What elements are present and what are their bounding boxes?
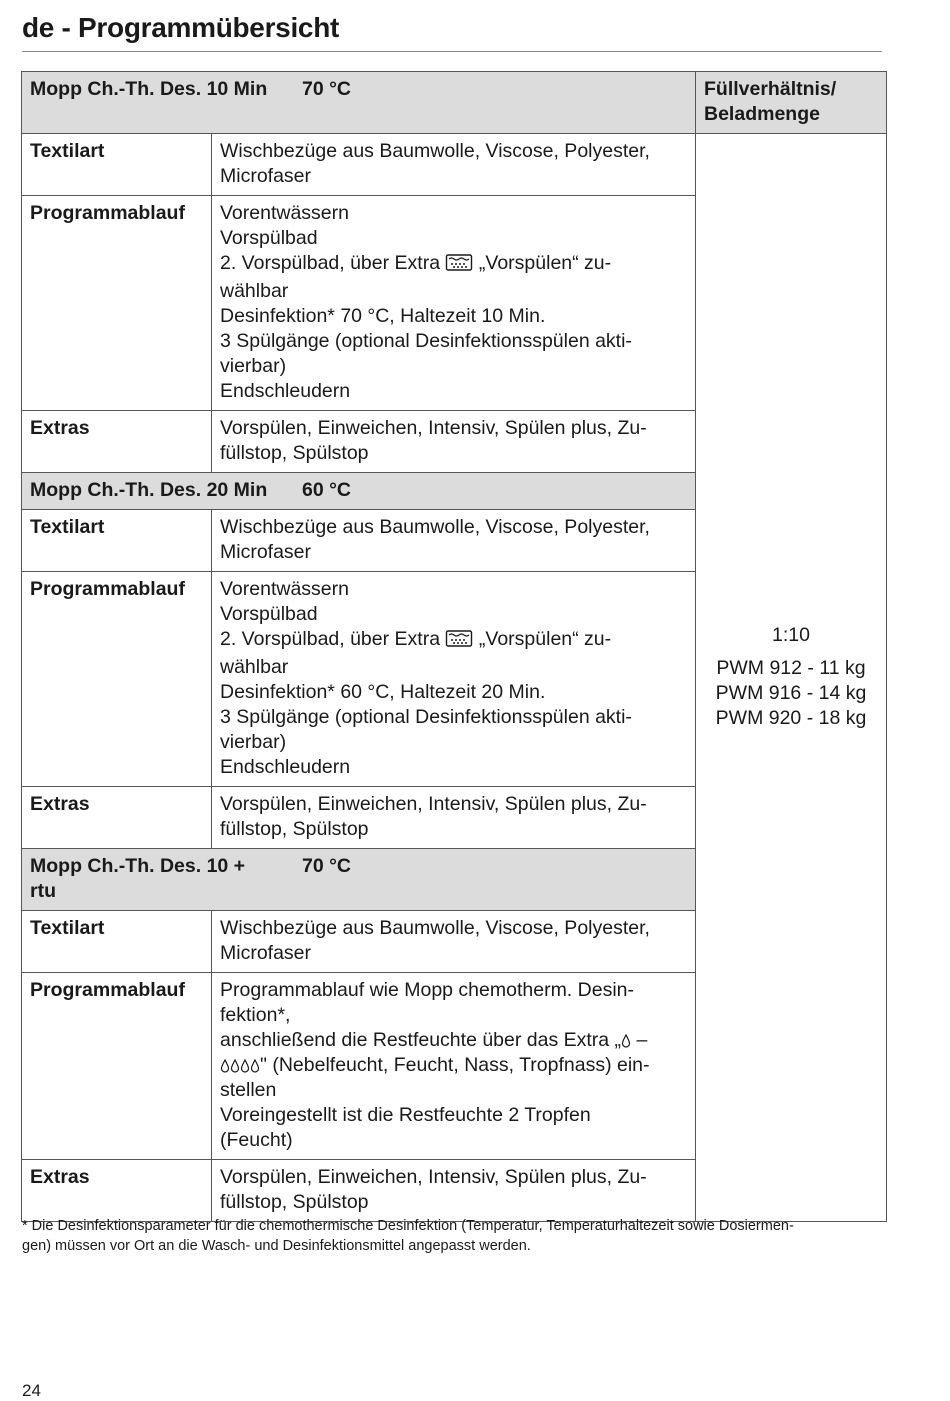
program-name-continued: rtu <box>30 880 56 902</box>
program-flow-value <box>212 196 696 411</box>
text-line: Vorentwässern <box>220 202 349 224</box>
text-line: Vorspülen, Einweichen, Intensiv, Spülen plus, Zu- <box>220 417 647 439</box>
textile-label: Textilart <box>22 510 212 572</box>
load-capacity: PWM 916 - 14 kg <box>715 682 867 704</box>
text-line: Vorspülen, Einweichen, Intensiv, Spülen plus, Zu- <box>220 793 647 815</box>
text-line: Wischbezüge aus Baumwolle, Viscose, Polyester, <box>220 917 650 939</box>
text-fragment: – <box>631 1029 648 1051</box>
extras-value <box>212 411 696 473</box>
text-line: Wischbezüge aus Baumwolle, Viscose, Polyester, <box>220 516 650 538</box>
text-line: vierbar) <box>220 731 287 753</box>
extras-value <box>212 787 696 849</box>
text-line: fektion*, <box>220 1004 291 1026</box>
text-line <box>220 1053 687 1078</box>
drop-icon <box>240 1055 250 1069</box>
drop-icon <box>230 1055 240 1069</box>
extras-value <box>212 1160 696 1222</box>
text-line: Voreingestellt ist die Restfeuchte 2 Tropfen <box>220 1104 591 1126</box>
program-flow-value <box>212 973 696 1160</box>
page-number: 24 <box>22 1381 41 1400</box>
text-line: füllstop, Spülstop <box>220 1191 369 1213</box>
program-temperature: 70 °C <box>302 78 351 100</box>
program-flow-label: Programmablauf <box>22 973 212 1160</box>
text-line: Vorspülen, Einweichen, Intensiv, Spülen plus, Zu- <box>220 1166 647 1188</box>
text-line: wählbar <box>220 656 289 678</box>
page-title: de - Programmübersicht <box>22 12 340 43</box>
textile-label: Textilart <box>22 911 212 973</box>
text-line <box>220 627 687 655</box>
textile-label: Textilart <box>22 134 212 196</box>
text-line: vierbar) <box>220 355 287 377</box>
program-flow-value <box>212 572 696 787</box>
program-temperature: 70 °C <box>302 855 351 877</box>
load-ratio-header <box>696 72 887 134</box>
text-line: Endschleudern <box>220 380 351 402</box>
text-line: wählbar <box>220 280 289 302</box>
text-fragment: 2. Vorspülbad, über Extra <box>220 252 441 274</box>
text-line: Microfaser <box>220 942 312 964</box>
footnote <box>22 1216 882 1256</box>
drop-icon <box>250 1055 260 1069</box>
load-ratio-header-line: Füllverhältnis/ <box>704 78 837 100</box>
extras-label: Extras <box>22 787 212 849</box>
program-name: Mopp Ch.-Th. Des. 20 Min <box>30 479 268 501</box>
text-line: Vorentwässern <box>220 578 349 600</box>
title-divider <box>22 51 882 52</box>
extras-label: Extras <box>22 411 212 473</box>
text-line: Desinfektion* 70 °C, Haltezeit 10 Min. <box>220 305 546 327</box>
textile-value <box>212 134 696 196</box>
program-flow-label: Programmablauf <box>22 196 212 411</box>
text-line: (Feucht) <box>220 1129 293 1151</box>
load-capacity: PWM 912 - 11 kg <box>716 657 866 679</box>
text-line: Microfaser <box>220 165 312 187</box>
text-line <box>220 251 687 279</box>
text-line: Microfaser <box>220 541 312 563</box>
textile-value <box>212 911 696 973</box>
load-capacity: PWM 920 - 18 kg <box>715 707 867 729</box>
program-header <box>22 473 696 510</box>
footnote-line: * Die Desinfektionsparameter für die chemothermische Desinfektion (Temperatur, Temperaturhaltezeit sowie Dosiermen- <box>22 1218 794 1234</box>
text-fragment: „Vorspülen“ zu- <box>478 628 612 650</box>
program-table <box>21 71 887 1222</box>
footnote-line: gen) müssen vor Ort an die Wasch- und Desinfektionsmittel angepasst werden. <box>22 1238 531 1254</box>
load-ratio-header-line: Beladmenge <box>704 103 820 125</box>
prewash-tub-icon <box>445 253 473 279</box>
program-header <box>22 849 696 911</box>
program-temperature: 60 °C <box>302 479 351 501</box>
text-line: Vorspülbad <box>220 227 318 249</box>
program-header <box>22 72 696 134</box>
text-line: stellen <box>220 1079 277 1101</box>
text-fragment: " (Nebelfeucht, Feucht, Nass, Tropfnass) ein- <box>260 1054 650 1076</box>
program-name: Mopp Ch.-Th. Des. 10 + <box>30 855 246 877</box>
drop-icon <box>621 1030 631 1044</box>
text-line <box>220 1028 687 1053</box>
text-line: Endschleudern <box>220 756 351 778</box>
text-line: füllstop, Spülstop <box>220 818 369 840</box>
text-line: Programmablauf wie Mopp chemotherm. Desin- <box>220 979 634 1001</box>
prewash-tub-icon <box>445 629 473 655</box>
text-line: Vorspülbad <box>220 603 318 625</box>
program-header-row <box>22 72 887 134</box>
program-flow-label: Programmablauf <box>22 572 212 787</box>
text-fragment: anschließend die Restfeuchte über das Extra „ <box>220 1029 622 1051</box>
text-fragment: 2. Vorspülbad, über Extra <box>220 628 441 650</box>
extras-label: Extras <box>22 1160 212 1222</box>
load-ratio-cell <box>696 134 887 1222</box>
text-line: 3 Spülgänge (optional Desinfektionsspülen akti- <box>220 330 632 352</box>
text-line: füllstop, Spülstop <box>220 442 369 464</box>
textile-value <box>212 510 696 572</box>
text-line: Wischbezüge aus Baumwolle, Viscose, Polyester, <box>220 140 650 162</box>
load-ratio: 1:10 <box>772 624 810 646</box>
program-name: Mopp Ch.-Th. Des. 10 Min <box>30 78 268 100</box>
text-fragment: „Vorspülen“ zu- <box>478 252 612 274</box>
text-line: Desinfektion* 60 °C, Haltezeit 20 Min. <box>220 681 546 703</box>
drop-icon <box>220 1055 230 1069</box>
text-line: 3 Spülgänge (optional Desinfektionsspülen akti- <box>220 706 632 728</box>
textile-row <box>22 134 887 196</box>
